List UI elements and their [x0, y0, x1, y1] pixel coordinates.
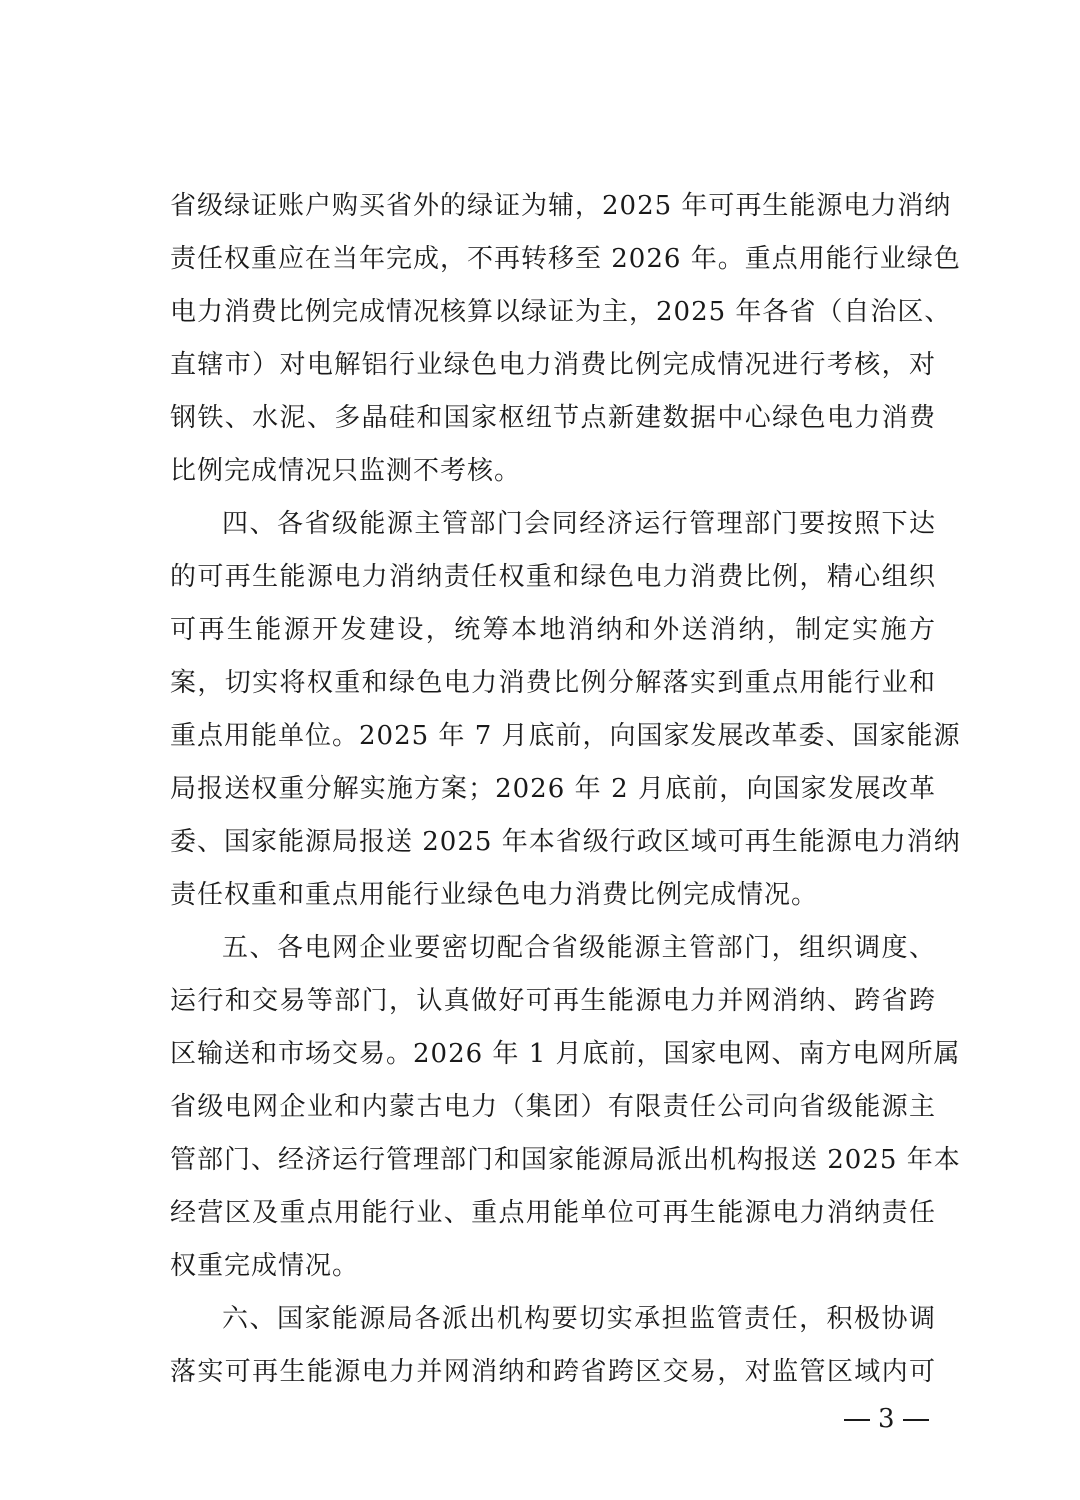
text-line: 比例完成情况只监测不考核。	[170, 456, 522, 486]
text-line: 钢铁、水泥、多晶硅和国家枢纽节点新建数据中心绿色电力消费	[170, 403, 936, 433]
text-line: 责任权重应在当年完成，不再转移至 2026 年。重点用能行业绿色	[170, 244, 961, 274]
text-line: 重点用能单位。2025 年 7 月底前，向国家发展改革委、国家能源	[170, 721, 961, 751]
text-line: 电力消费比例完成情况核算以绿证为主，2025 年各省（自治区、	[170, 297, 952, 327]
text-line: 经营区及重点用能行业、重点用能单位可再生能源电力消纳责任	[170, 1198, 936, 1228]
text-line: 管部门、经济运行管理部门和国家能源局派出机构报送 2025 年本	[170, 1145, 961, 1175]
text-line: 委、国家能源局报送 2025 年本省级行政区域可再生能源电力消纳	[170, 827, 961, 857]
text-line: 局报送权重分解实施方案；2026 年 2 月底前，向国家发展改革	[170, 774, 936, 804]
dash-left	[844, 1419, 870, 1421]
text-line: 落实可再生能源电力并网消纳和跨省跨区交易，对监管区域内可	[170, 1357, 936, 1387]
dash-right	[903, 1419, 929, 1421]
text-line: 省级绿证账户购买省外的绿证为辅，2025 年可再生能源电力消纳	[170, 191, 952, 221]
text-line: 可再生能源开发建设，统筹本地消纳和外送消纳，制定实施方	[170, 615, 936, 645]
paragraph-four-start: 四、各省级能源主管部门会同经济运行管理部门要按照下达	[222, 509, 936, 539]
page-number	[836, 1399, 936, 1439]
text-line: 案，切实将权重和绿色电力消费比例分解落实到重点用能行业和	[170, 668, 936, 698]
page-number-value: 3	[878, 1404, 895, 1434]
text-line: 运行和交易等部门，认真做好可再生能源电力并网消纳、跨省跨	[170, 986, 936, 1016]
paragraph-six-start: 六、国家能源局各派出机构要切实承担监管责任，积极协调	[222, 1304, 936, 1334]
text-line: 责任权重和重点用能行业绿色电力消费比例完成情况。	[170, 880, 819, 910]
text-line: 的可再生能源电力消纳责任权重和绿色电力消费比例，精心组织	[170, 562, 936, 592]
text-line: 区输送和市场交易。2026 年 1 月底前，国家电网、南方电网所属	[170, 1039, 961, 1069]
text-line: 省级电网企业和内蒙古电力（集团）有限责任公司向省级能源主	[170, 1092, 936, 1122]
text-line: 权重完成情况。	[170, 1251, 360, 1281]
paragraph-five-start: 五、各电网企业要密切配合省级能源主管部门，组织调度、	[222, 933, 936, 963]
text-line: 直辖市）对电解铝行业绿色电力消费比例完成情况进行考核，对	[170, 350, 936, 380]
